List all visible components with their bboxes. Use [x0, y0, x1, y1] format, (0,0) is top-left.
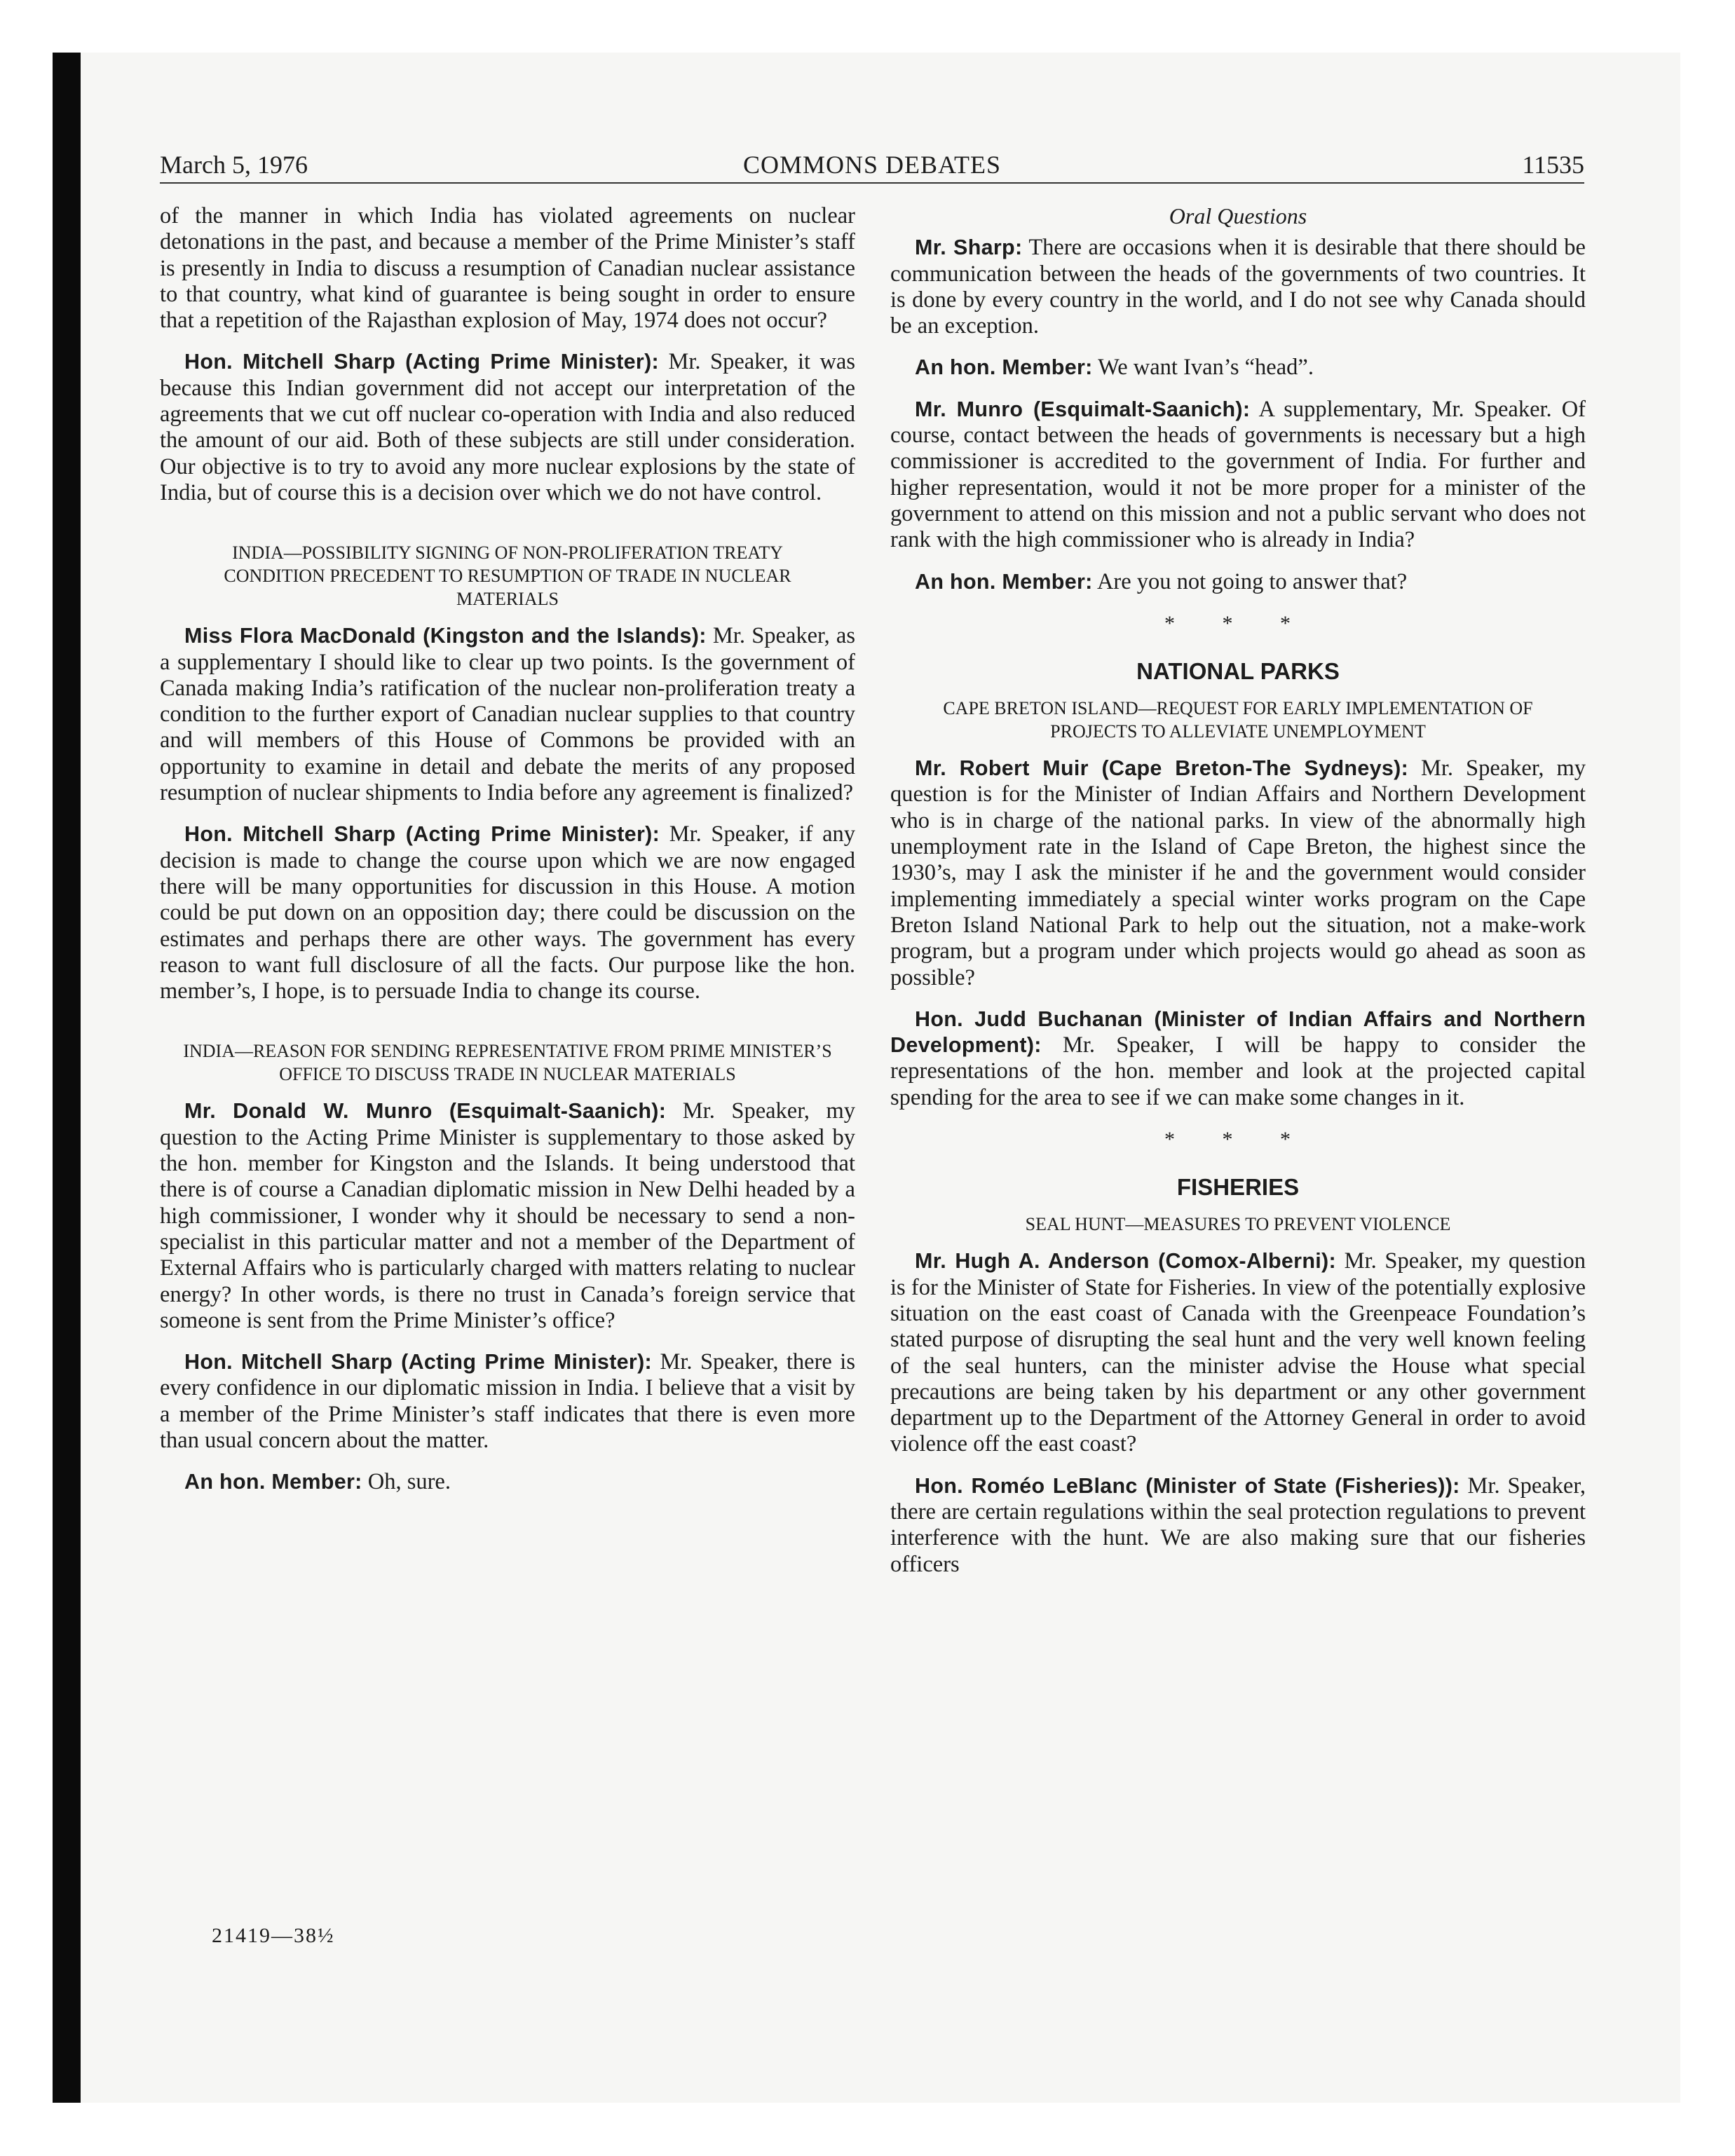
speech-paragraph — [160, 1469, 855, 1495]
speaker-name: Hon. Judd Buchanan (Minister of Indian Affairs and Northern Development): — [890, 1007, 1586, 1058]
speech-text: Mr. Speaker, I will be happy to consider the representations of the hon. member and look at the projected capital spending for the area to see if we can make some changes in it. — [890, 1032, 1586, 1110]
speech-text: Mr. Speaker, as a supplementary I should like to clear up two points. Is the government of Canada making India’s ratification of the nuclear non-proliferation treaty a condition to the further export of Canadian nuclear supplies to that country and will members of this House of Commons be provided with an opportunity to examine in detail and debate the merits of any proposed resumption of nuclear shipments to India before any agreement is finalized? — [160, 623, 856, 806]
running-head — [160, 147, 1584, 184]
speech-paragraph — [890, 397, 1586, 554]
footer-print-code: 21419—38½ — [212, 1924, 335, 1947]
left-column — [160, 203, 855, 1511]
speech-paragraph — [890, 756, 1586, 991]
subheading: INDIA—REASON FOR SENDING REPRESENTATIVE FROM PRIME MINISTER’S OFFICE TO DISCUSS TRADE IN NUCLEAR MATERIALS — [183, 1041, 832, 1085]
speech-text: There are occasions when it is desirable that there should be communication between the heads of the governments of two countries. It is done by every country in the world, and I do not see why Canada should be an exception. — [890, 235, 1586, 339]
speech-text: A supplementary, Mr. Speaker. Of course, contact between the heads of governments is necessary but a high commissioner is accredited to the government of India. For further and higher representation, would it not be more proper for a minister of the government to attend on this mission and not a public servant who does not rank with the high commissioner who is already in India? — [890, 396, 1586, 553]
section-separator: * * * — [1164, 611, 1312, 635]
section-heading: NATIONAL PARKS — [1136, 658, 1340, 685]
right-column — [890, 203, 1586, 1593]
speaker-name: Mr. Donald W. Munro (Esquimalt-Saanich): — [184, 1099, 667, 1124]
speech-paragraph — [890, 1473, 1586, 1578]
speech-paragraph — [890, 1248, 1586, 1457]
speech-paragraph — [160, 623, 855, 806]
speech-text: Mr. Speaker, there are certain regulations within the seal protection regulations to prevent interference with the hunt. We are also making sure that our fisheries officers — [890, 1473, 1586, 1577]
header-journal-title: COMMONS DEBATES — [742, 151, 1002, 179]
speech-paragraph — [160, 1349, 855, 1454]
header-date: March 5, 1976 — [160, 151, 308, 179]
speaker-name: Mr. Robert Muir (Cape Breton-The Sydneys): — [915, 756, 1409, 781]
scan-edge — [53, 53, 81, 2103]
speaker-name: Hon. Mitchell Sharp (Acting Prime Minister): — [184, 1350, 652, 1374]
subheading: INDIA—POSSIBILITY SIGNING OF NON-PROLIFERATION TREATY CONDITION PRECEDENT TO RESUMPTION OF TRADE IN NUCLEAR MATERIALS — [224, 543, 791, 610]
column-label: Oral Questions — [1169, 203, 1307, 228]
speaker-name: Hon. Roméo LeBlanc (Minister of State (Fisheries)): — [915, 1473, 1460, 1498]
speech-text: Mr. Speaker, there is every confidence in our diplomatic mission in India. I believe that a visit by a member of the Prime Minister’s staff indicates that there is even more than usual concern about the matter. — [160, 1349, 855, 1453]
speech-paragraph — [890, 235, 1586, 339]
speaker-name: Miss Flora MacDonald (Kingston and the Islands): — [184, 624, 707, 648]
speech-text: Mr. Speaker, it was because this Indian government did not accept our interpretation of the agreements that we cut off nuclear co-operation with India and also reduced the amount of our aid. Both of these subjects are still under consideration. Our objective is to try to avoid any more nuclear explosions by the state of India, but of course this is a decision over which we do not have control. — [160, 349, 856, 505]
speech-text: Mr. Speaker, my question to the Acting Prime Minister is supplementary to those asked by the hon. member for Kingston and the Islands. It being understood that there is of course a Canadian diplomatic mission in New Delhi headed by a high commissioner, I wonder why it should be necessary to send a non-specialist in this particular matter and not a member of the Department of External Affairs who is particularly charged with matters relating to nuclear energy? In other words, is there no trust in Canada’s foreign service that someone is sent from the Prime Minister’s office? — [160, 1098, 855, 1333]
speaker-name: Mr. Sharp: — [915, 236, 1023, 260]
speaker-name: Mr. Munro (Esquimalt-Saanich): — [915, 397, 1251, 421]
speech-text: Are you not going to answer that? — [1096, 568, 1408, 594]
speech-paragraph — [890, 569, 1586, 595]
paragraph: of the manner in which India has violated agreements on nuclear detonations in the past, and because a member of the Prime Minister’s staff is presently in India to discuss a resumption of Canadian nuclear assistance to that country, what kind of guarantee is being sought in order to ensure that a repetition of the Rajasthan explosion of May, 1974 does not occur? — [160, 203, 855, 334]
speech-text: We want Ivan’s “head”. — [1098, 355, 1314, 381]
speech-paragraph — [160, 821, 855, 1004]
speech-text: Mr. Speaker, my question is for the Minister of Indian Affairs and Northern Development who is in charge of the national parks. In view of the abnormally high unemployment rate in the Island of Cape Breton, the highest since the 1930’s, may I ask the minister if he and the government would consider implementing immediately a special winter works program on the Cape Breton Island National Park to help out the situation, not a make-work program, but a program under which projects would go ahead as soon as possible? — [890, 756, 1586, 990]
speech-paragraph — [890, 355, 1586, 381]
section-separator: * * * — [1164, 1128, 1312, 1152]
speaker-name: Hon. Mitchell Sharp (Acting Prime Minister): — [184, 350, 660, 374]
speaker-name: An hon. Member: — [915, 569, 1093, 594]
speaker-name: An hon. Member: — [915, 355, 1093, 380]
speech-paragraph — [160, 349, 855, 506]
speaker-name: Hon. Mitchell Sharp (Acting Prime Minister): — [184, 822, 660, 847]
subheading: SEAL HUNT—MEASURES TO PREVENT VIOLENCE — [1025, 1214, 1451, 1235]
speech-text: Oh, sure. — [367, 1469, 451, 1495]
speaker-name: Mr. Hugh A. Anderson (Comox-Alberni): — [915, 1249, 1336, 1274]
section-heading: FISHERIES — [1176, 1174, 1300, 1201]
speech-text: Mr. Speaker, if any decision is made to change the course upon which we are now engaged there will be many opportunities for discussion in this House. A motion could be put down on an opposition day; there could be discussion on the estimates and perhaps there are other ways. The government has every reason to want full disclosure of all the facts. Our purpose like the hon. member’s, I hope, is to persuade India to change its course. — [160, 821, 856, 1004]
header-page-number: 11535 — [1522, 151, 1584, 179]
speaker-name: An hon. Member: — [184, 1470, 362, 1494]
speech-paragraph — [160, 1098, 855, 1334]
speech-paragraph — [890, 1007, 1586, 1111]
subheading: CAPE BRETON ISLAND—REQUEST FOR EARLY IMPLEMENTATION OF PROJECTS TO ALLEVIATE UNEMPLOYMENT — [943, 698, 1533, 742]
speech-text: Mr. Speaker, my question is for the Minister of State for Fisheries. In view of the potentially explosive situation on the east coast of Canada with the Greenpeace Foundation’s stated purpose of disrupting the seal hunt and the very well known feeling of the seal hunters, can the minister advise the House what special precautions are being taken by his department or any other government department up to the Department of the Attorney General in order to avoid violence off the east coast? — [890, 1248, 1586, 1457]
